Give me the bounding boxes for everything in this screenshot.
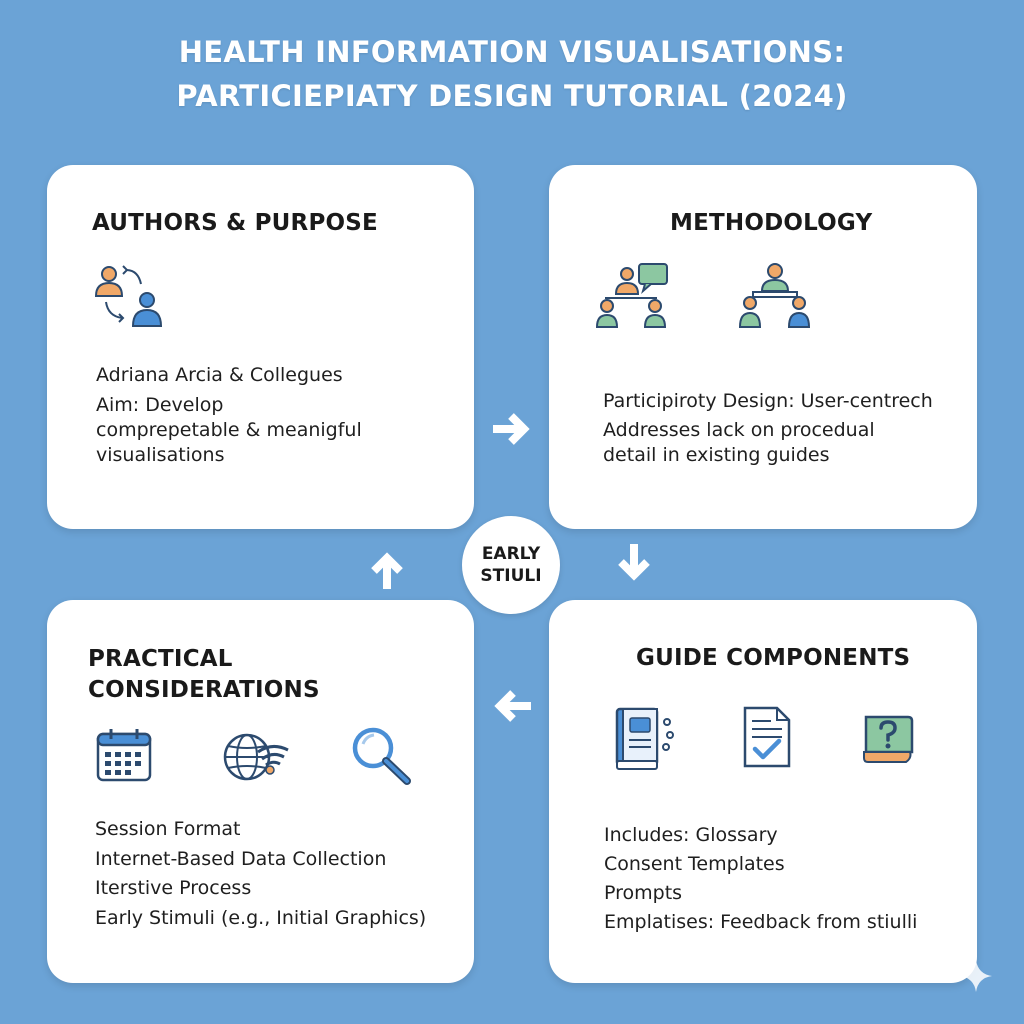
group-discussion-icon	[595, 261, 675, 331]
guide-heading: GUIDE COMPONENTS	[636, 645, 911, 671]
authors-purpose-heading: AUTHORS & PURPOSE	[92, 210, 378, 236]
authors-line-4: visualisations	[96, 444, 225, 466]
consent-document-icon	[742, 705, 792, 769]
arrow-up-icon	[364, 546, 410, 592]
practical-line-2: Internet-Based Data Collection	[95, 847, 387, 870]
methodology-heading: METHODOLOGY	[670, 210, 873, 236]
authors-line-1: Adriana Arcia & Collegues	[96, 364, 343, 386]
page-title	[0, 30, 1024, 118]
authors-purpose-card	[47, 165, 474, 529]
authors-purpose-text	[96, 363, 362, 468]
early-stimuli-hub	[462, 516, 560, 614]
collaborating-people-icon	[92, 262, 166, 332]
title-line-2: PARTICIEPIATY DESIGN TUTORIAL (2024)	[176, 79, 848, 113]
globe-wifi-icon	[222, 728, 294, 786]
magnifier-icon	[349, 724, 415, 788]
arrow-right-icon	[489, 406, 535, 452]
calendar-icon	[95, 726, 153, 784]
arrow-down-icon	[611, 541, 657, 587]
glossary-book-icon	[614, 706, 678, 772]
hub-line-2: STIULI	[480, 566, 542, 586]
practical-heading-line-2: CONSIDERATIONS	[88, 677, 320, 703]
methodology-line-1: Participiroty Design: User-centrech	[603, 390, 933, 412]
authors-line-3: comprepetable & meanigful	[96, 419, 362, 441]
practical-line-4: Early Stimuli (e.g., Initial Graphics)	[95, 906, 427, 929]
sparkle-icon	[958, 958, 994, 994]
practical-line-3: Iterstive Process	[95, 877, 252, 899]
arrow-left-icon	[489, 683, 535, 729]
title-line-1: HEALTH INFORMATION VISUALISATIONS:	[178, 35, 846, 69]
practical-line-1: Session Format	[95, 818, 241, 840]
practical-heading	[88, 644, 320, 706]
practical-heading-line-1: PRACTICAL	[88, 646, 233, 672]
question-prompt-icon	[861, 714, 915, 766]
team-meeting-icon	[737, 261, 813, 331]
hub-line-1: EARLY	[481, 544, 541, 564]
guide-line-3: Prompts	[604, 882, 683, 904]
methodology-text	[603, 389, 933, 468]
authors-line-2: Aim: Develop	[96, 394, 224, 416]
guide-line-4: Emplatises: Feedback from stiulli	[604, 911, 918, 933]
guide-line-2: Consent Templates	[604, 853, 785, 875]
guide-components-card	[549, 600, 977, 983]
practical-considerations-card	[47, 600, 474, 983]
guide-line-1: Includes: Glossary	[604, 824, 778, 846]
practical-text	[95, 815, 426, 933]
methodology-card	[549, 165, 977, 529]
methodology-line-3: detail in existing guides	[603, 444, 830, 466]
guide-text	[604, 821, 917, 937]
methodology-line-2: Addresses lack on procedual	[603, 419, 875, 441]
